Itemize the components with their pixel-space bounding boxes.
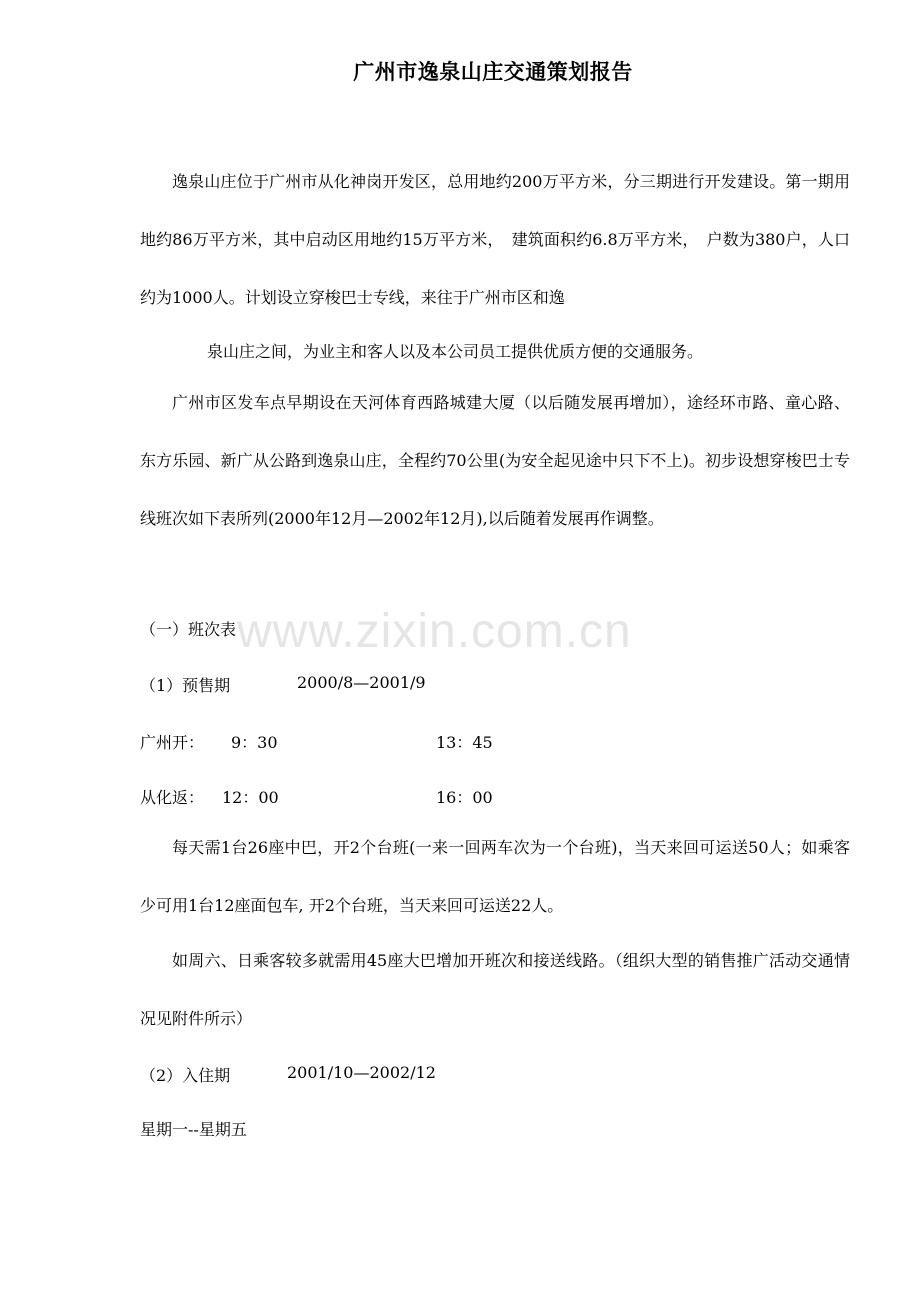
conghua-return-label: 从化返：: [140, 788, 205, 807]
presale-period: 2000/8—2001/9: [297, 673, 426, 692]
bus-paragraph: 每天需1台26座中巴，开2个台班(一来一回两车次为一个台班)，当天来回可运送50人；如乘客少可用1台12座面包车, 开2个台班，当天来回可运送22人。: [140, 838, 850, 915]
guangzhou-depart-time-1: 9：30: [231, 733, 278, 752]
intro-paragraph: 逸泉山庄位于广州市从化神岗开发区，总用地约200万平方米，分三期进行开发建设。第一期用地约86万平方米，其中启动区用地约15万平方米， 建筑面积约6.8万平方米， 户数为380户，人口约为1000人。计划设立穿梭巴士专线，来往于广州市区和逸: [140, 172, 850, 307]
conghua-return-time-1: 12：00: [222, 788, 279, 807]
weekend-paragraph: 如周六、日乘客较多就需用45座大巴增加开班次和接送线路。（组织大型的销售推广活动交通情况见附件所示）: [140, 951, 850, 1028]
weekday-label: 星期一--星期五: [140, 1120, 247, 1139]
occupancy-period: 2001/10—2002/12: [287, 1063, 436, 1082]
document-title: 广州市逸泉山庄交通策划报告: [353, 60, 633, 84]
occupancy-label: （2）入住期: [140, 1066, 231, 1085]
intro-tail: 泉山庄之间，为业主和客人以及本公司员工提供优质方便的交通服务。: [207, 342, 704, 361]
watermark: www.zixin.com.cn: [237, 605, 632, 658]
route-paragraph: 广州市区发车点早期设在天河体育西路城建大厦（以后随发展再增加），途经环市路、童心路、东方乐园、新广从公路到逸泉山庄，全程约70公里(为安全起见途中只下不上)。初步设想穿梭巴士专线班次如下表所列(2000年12月—2002年12月),以后随着发展再作调整。: [140, 393, 850, 528]
schedule-heading: （一）班次表: [140, 620, 237, 639]
guangzhou-depart-label: 广州开：: [140, 733, 205, 752]
guangzhou-depart-time-2: 13：45: [436, 733, 493, 752]
presale-label: （1）预售期: [140, 676, 231, 695]
conghua-return-time-2: 16：00: [436, 788, 493, 807]
